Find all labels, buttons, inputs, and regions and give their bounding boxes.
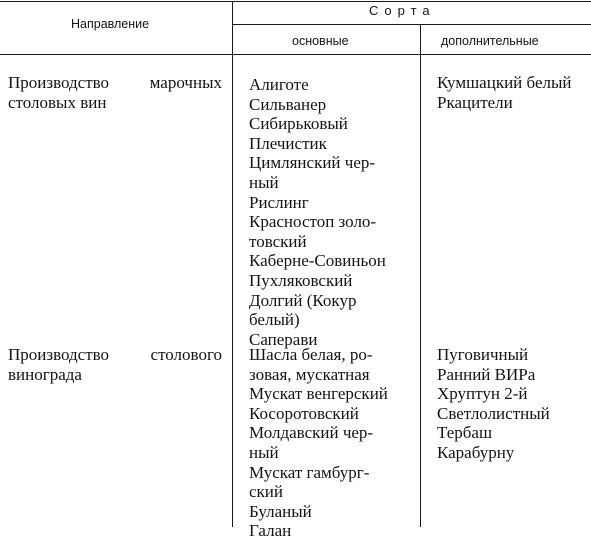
variety-item: Цимлянский чер- ный <box>249 153 376 192</box>
subheader-rule <box>233 24 591 25</box>
variety-item: Галан <box>249 521 292 541</box>
variety-item: Пуговичный <box>437 345 529 364</box>
variety-item: Тербаш <box>437 423 493 443</box>
additional-varieties-list <box>437 345 550 463</box>
direction-rest: винограда <box>8 364 82 384</box>
variety-item: Хруптун 2-й <box>437 384 528 404</box>
variety-item: Саперави <box>249 329 318 349</box>
main-varieties-list <box>249 75 386 349</box>
header-bottom-rule <box>0 54 591 55</box>
variety-item: Красностоп золо- товский <box>249 212 377 251</box>
variety-item: Сибирьковый <box>249 114 348 134</box>
variety-item: Молдавский чер- ный <box>249 423 374 462</box>
variety-item: Светлолистный <box>437 403 550 423</box>
variety-item: Плечистик <box>249 133 327 153</box>
variety-item: Буланый <box>249 501 312 521</box>
header-additional: дополнительные <box>441 34 539 48</box>
header-main: основные <box>292 34 349 48</box>
variety-item: Ранний ВИРа <box>437 364 536 384</box>
column-divider-main-additional <box>420 24 421 527</box>
variety-item: Мускат гамбург- ский <box>249 462 370 502</box>
variety-item: Пухляковский <box>249 270 353 290</box>
variety-item: Ркацители <box>437 92 513 112</box>
direction-first-line: Производство столового <box>8 345 222 364</box>
variety-item: Мускат венгерский <box>249 384 388 404</box>
main-varieties-list <box>249 345 388 541</box>
variety-item: Каберне-Совиньон <box>249 251 386 271</box>
column-divider-direction <box>232 1 233 527</box>
direction-first-line: Производство марочных <box>8 73 222 92</box>
header-direction: Направление <box>71 17 150 31</box>
direction-rest: столовых вин <box>8 92 107 112</box>
variety-item: Алиготе <box>249 75 309 94</box>
variety-item: Сильванер <box>249 94 327 114</box>
variety-item: Кумшацкий белый <box>437 73 572 92</box>
variety-item: Долгий (Кокур белый) <box>249 290 357 330</box>
additional-varieties-list <box>437 73 572 112</box>
row-direction <box>8 345 222 384</box>
header-top-rule <box>0 1 591 2</box>
variety-item: Косоротовский <box>249 403 359 423</box>
variety-item: Шасла белая, ро- зовая, мускатная <box>249 345 373 384</box>
header-varieties: Сорта <box>369 3 436 18</box>
variety-item: Рислинг <box>249 192 309 212</box>
row-direction <box>8 73 222 112</box>
variety-item: Карабурну <box>437 442 515 462</box>
